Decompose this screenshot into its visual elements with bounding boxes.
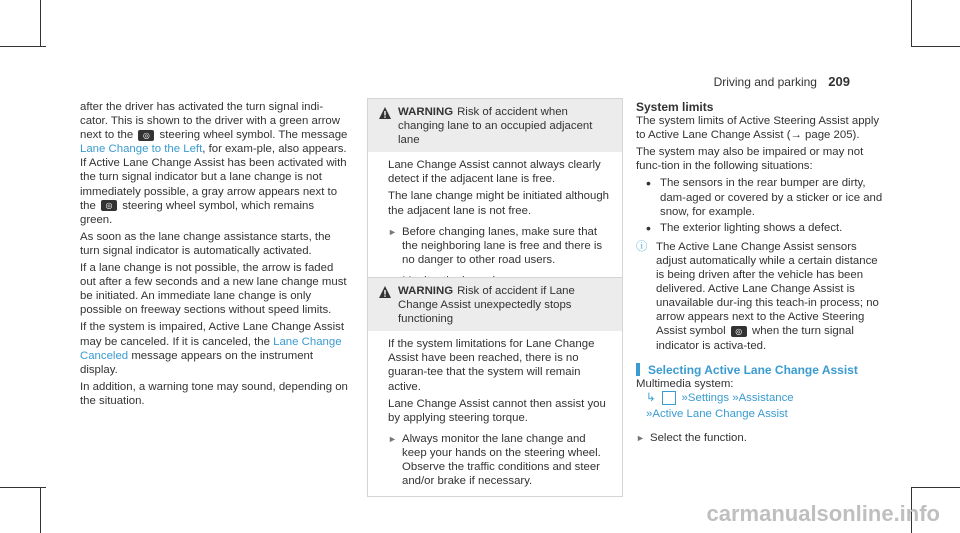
paragraph: If a lane change is not possible, the arrow is faded out after a few seconds and a new lane change must be initiated. An immediate lane change is only possible on freeway sections without speed limits. [80, 262, 347, 317]
info-note: ⓘ The Active Lane Change Assist sensors adjust automatically while a certain distance is being driven after the vehicle has been delivered. Active Lane Change Assist is unavailable dur-ing this teach-in process; no arrow appears next to the Active Steering Assist symbol ◎ when the turn signal indicator is activa-ted. [636, 240, 879, 352]
warning-label: WARNING [398, 106, 454, 118]
steering-wheel-icon: ◎ [138, 130, 154, 141]
section-title: Driving and parking [713, 75, 817, 89]
warning-title: Risk of accident if Lane Change Assist unexpectedly stops functioning [398, 285, 575, 326]
menu-item-assistance[interactable]: Assistance [738, 391, 794, 404]
paragraph: The lane change might be initiated although the adjacent lane is not free. [388, 190, 610, 217]
steering-wheel-icon: ◎ [101, 200, 117, 211]
heading-bar [636, 363, 640, 376]
crop-mark [40, 487, 41, 533]
instruction-step: ► Select the function. [636, 431, 747, 444]
paragraph: after the driver has activated the turn signal indi-cator. This is shown to the driver with a green arrow next to the ◎ steering wheel symbol. The message Lane Change to the Left, for exam-ple, also appears. If Active Lane Change Assist has been activated with the turn signal indicator but a lane change is not immediately possible, a gray arrow appears next to the ◎ steering wheel symbol, which remains green. [80, 101, 348, 226]
message-link[interactable]: Lane Change to the Left [80, 143, 203, 156]
menu-item-settings[interactable]: Settings [687, 391, 730, 404]
crop-mark [0, 487, 46, 488]
warning-title: Risk of accident when changing lane to an occupied adjacent lane [398, 106, 593, 147]
chevron-icon: » [729, 391, 739, 404]
paragraph: If the system is impaired, Active Lane Change Assist may be canceled. If it is canceled, the Lane Change Canceled message appears on the instrument display. [80, 321, 345, 376]
watermark: carmanualsonline.info [706, 501, 940, 526]
section-heading: System limits [636, 100, 714, 114]
warning-header [368, 99, 622, 152]
menu-path [646, 391, 886, 405]
instruction-step: ► Before changing lanes, make sure that the neighboring lane is free and there is no danger to other road users. [388, 225, 603, 266]
right-column [636, 100, 886, 445]
crop-mark [911, 487, 960, 488]
crop-mark [911, 46, 960, 47]
list-item: • The sensors in the rear bumper are dirty, dam-aged or covered by a sticker or ice and snow, for example. [646, 175, 883, 218]
warning-header [368, 278, 622, 331]
crop-mark [0, 46, 46, 47]
warning-body [368, 152, 622, 296]
multimedia-label: Multimedia system: [636, 377, 734, 390]
warning-box [367, 98, 623, 297]
info-icon: ⓘ [636, 240, 648, 253]
bullet-icon: • [646, 175, 651, 192]
warning-body [368, 331, 622, 496]
message-link[interactable]: Lane Change Canceled [80, 335, 342, 362]
menu-item-active-lane-change-assist[interactable]: Active Lane Change Assist [652, 407, 788, 420]
paragraph: If the system limitations for Lane Change Assist have been reached, there is no guaran-tee that the system will remain active. [388, 338, 595, 393]
paragraph: As soon as the lane change assistance starts, the turn signal indicator is automatically activated. [80, 230, 331, 257]
menu-path [646, 407, 886, 421]
crop-mark [40, 0, 41, 46]
section-heading: Selecting Active Lane Change Assist [636, 363, 886, 377]
list-item: • The exterior lighting shows a defect. [646, 219, 843, 236]
warning-box [367, 277, 623, 497]
chevron-icon: » [681, 391, 688, 404]
chevron-icon: » [646, 407, 653, 420]
arrow-return-icon: ↳ [646, 391, 656, 404]
warning-label: WARNING [398, 285, 454, 297]
warning-icon [378, 106, 392, 120]
step-triangle-icon: ► [388, 226, 397, 237]
instruction-step: ► Always monitor the lane change and keep your hands on the steering wheel. Observe the traffic conditions and steer and/or brake if necessary. [388, 432, 601, 488]
crop-mark [911, 0, 912, 46]
page-number: 209 [828, 74, 850, 89]
bullet-icon: • [646, 219, 651, 236]
page-header [714, 74, 850, 89]
steering-assist-icon: ◎ [731, 326, 747, 337]
paragraph: Lane Change Assist cannot always clearly detect if the adjacent lane is free. [388, 159, 601, 186]
paragraph: The system may also be impaired or may not func-tion in the following situations: [636, 146, 864, 173]
home-icon[interactable] [662, 391, 676, 405]
step-triangle-icon: ► [388, 433, 397, 444]
step-triangle-icon: ► [636, 432, 645, 443]
paragraph: In addition, a warning tone may sound, depending on the situation. [80, 380, 348, 407]
left-column [80, 100, 348, 411]
paragraph: Lane Change Assist cannot then assist you by applying steering torque. [388, 397, 606, 424]
paragraph: The system limits of Active Steering Assist apply to Active Lane Change Assist (→ page 205). [636, 115, 880, 142]
warning-icon [378, 285, 392, 299]
